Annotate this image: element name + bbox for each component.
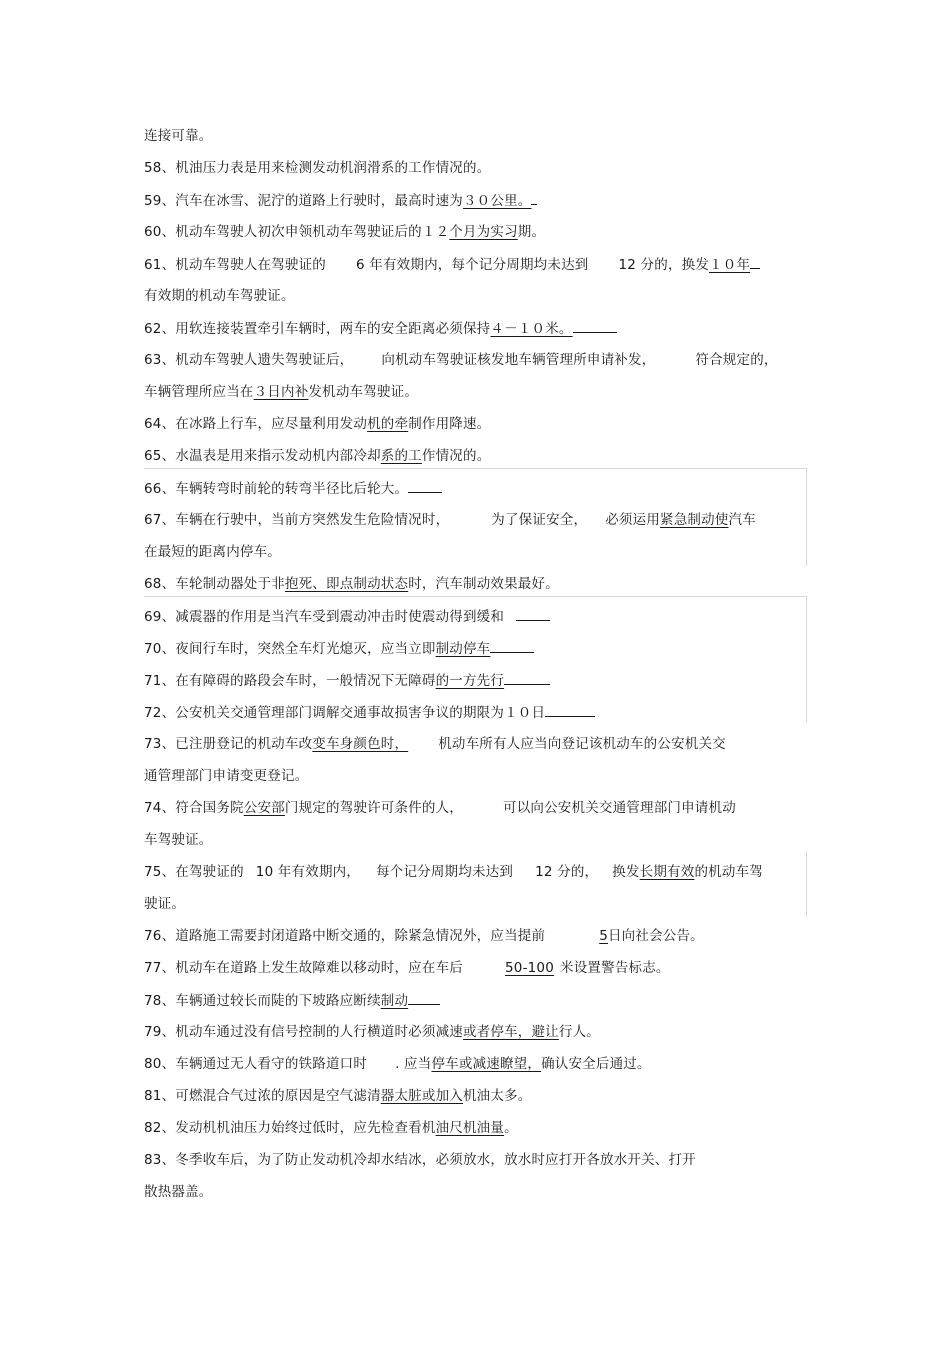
item-68: 68、车轮制动器处于非抱死、即点制动状态时，汽车制动效果最好。 <box>144 576 559 592</box>
item-82: 82、发动机机油压力始终过低时，应先检查看机油尺机油量。 <box>144 1120 518 1136</box>
item-78: 78、车辆通过较长而陡的下坡路应断续制动 <box>144 990 440 1011</box>
item-79: 79、机动车通过没有信号控制的人行横道时必须减速或者停车，避让行人。 <box>144 1024 600 1040</box>
item-74: 74、符合国务院公安部门规定的驾驶许可条件的人， 可以向公安机关交通管理部门申请机动 <box>144 800 736 816</box>
item-60: 60、机动车驾驶人初次申领机动车驾驶证后的１２个月为实习期。 <box>144 224 546 240</box>
item-72: 72、公安机关交通管理部门调解交通事故损害争议的期限为１０日 <box>144 702 595 723</box>
item-58: 58、机油压力表是用来检测发动机润滑系的工作情况的。 <box>144 160 491 176</box>
item-61: 61、机动车驾驶人在驾驶证的 6 年有效期内，每个记分周期均未达到 12 分的，换发１０年 <box>144 254 760 275</box>
item-77: 77、机动车在道路上发生故障难以移动时，应在车后 50-100 米设置警告标志。 <box>144 960 670 976</box>
item-67-cont: 在最短的距离内停车。 <box>144 544 281 560</box>
item-75-cont: 驶证。 <box>144 896 186 912</box>
item-63-cont: 车辆管理所应当在３日内补发机动车驾驶证。 <box>144 384 419 400</box>
item-74-cont: 车驾驶证。 <box>144 832 213 848</box>
item-69: 69、减震器的作用是当汽车受到震动冲击时使震动得到缓和 <box>144 606 550 627</box>
item-63: 63、机动车驾驶人遗失驾驶证后， 向机动车驾驶证核发地车辆管理所申请补发， 符合规定的， <box>144 352 778 368</box>
item-73: 73、已注册登记的机动车改变车身颜色时， 机动车所有人应当向登记该机动车的公安机关交 <box>144 736 726 752</box>
item-65: 65、水温表是用来指示发动机内部冷却系的工作情况的。 <box>144 448 491 464</box>
item-83-cont: 散热器盖。 <box>144 1184 213 1200</box>
item-64: 64、在冰路上行车，应尽量利用发动机的牵制作用降速。 <box>144 416 491 432</box>
item-71: 71、在有障碍的路段会车时，一般情况下无障碍的一方先行 <box>144 670 550 691</box>
item-80: 80、车辆通过无人看守的铁路道口时 . 应当停车或减速瞭望，确认安全后通过。 <box>144 1056 651 1072</box>
item-81: 81、可燃混合气过浓的原因是空气滤清器太脏或加入机油太多。 <box>144 1088 532 1104</box>
item-66: 66、车辆转弯时前轮的转弯半径比后轮大。 <box>144 478 442 499</box>
item-70: 70、夜间行车时，突然全车灯光熄灭，应当立即制动停车 <box>144 638 534 659</box>
table-rule <box>806 852 807 916</box>
item-76: 76、道路施工需要封闭道路中断交通的，除紧急情况外，应当提前 5日向社会公告。 <box>144 928 704 944</box>
item-59: 59、汽车在冰雪、泥泞的道路上行驶时，最高时速为３０公里。 <box>144 190 537 211</box>
table-rule <box>806 596 807 722</box>
item-67: 67、车辆在行驶中，当前方突然发生危险情况时， 为了保证安全， 必须运用紧急制动使汽车 <box>144 512 756 528</box>
item-73-cont: 通管理部门申请变更登记。 <box>144 768 309 784</box>
item-83: 83、冬季收车后，为了防止发动机冷却水结冰，必须放水，放水时应打开各放水开关、打开 <box>144 1152 696 1168</box>
item-61-cont: 有效期的机动车驾驶证。 <box>144 288 295 304</box>
table-rule <box>144 468 806 469</box>
item-62: 62、用软连接装置牵引车辆时，两车的安全距离必须保持４－１０米。 <box>144 318 617 339</box>
text-line: 连接可靠。 <box>144 128 213 144</box>
table-rule <box>144 596 806 597</box>
item-75: 75、在驾驶证的 10 年有效期内， 每个记分周期均未达到 12 分的， 换发长期有效的机动车驾 <box>144 864 763 880</box>
table-rule <box>806 468 807 566</box>
